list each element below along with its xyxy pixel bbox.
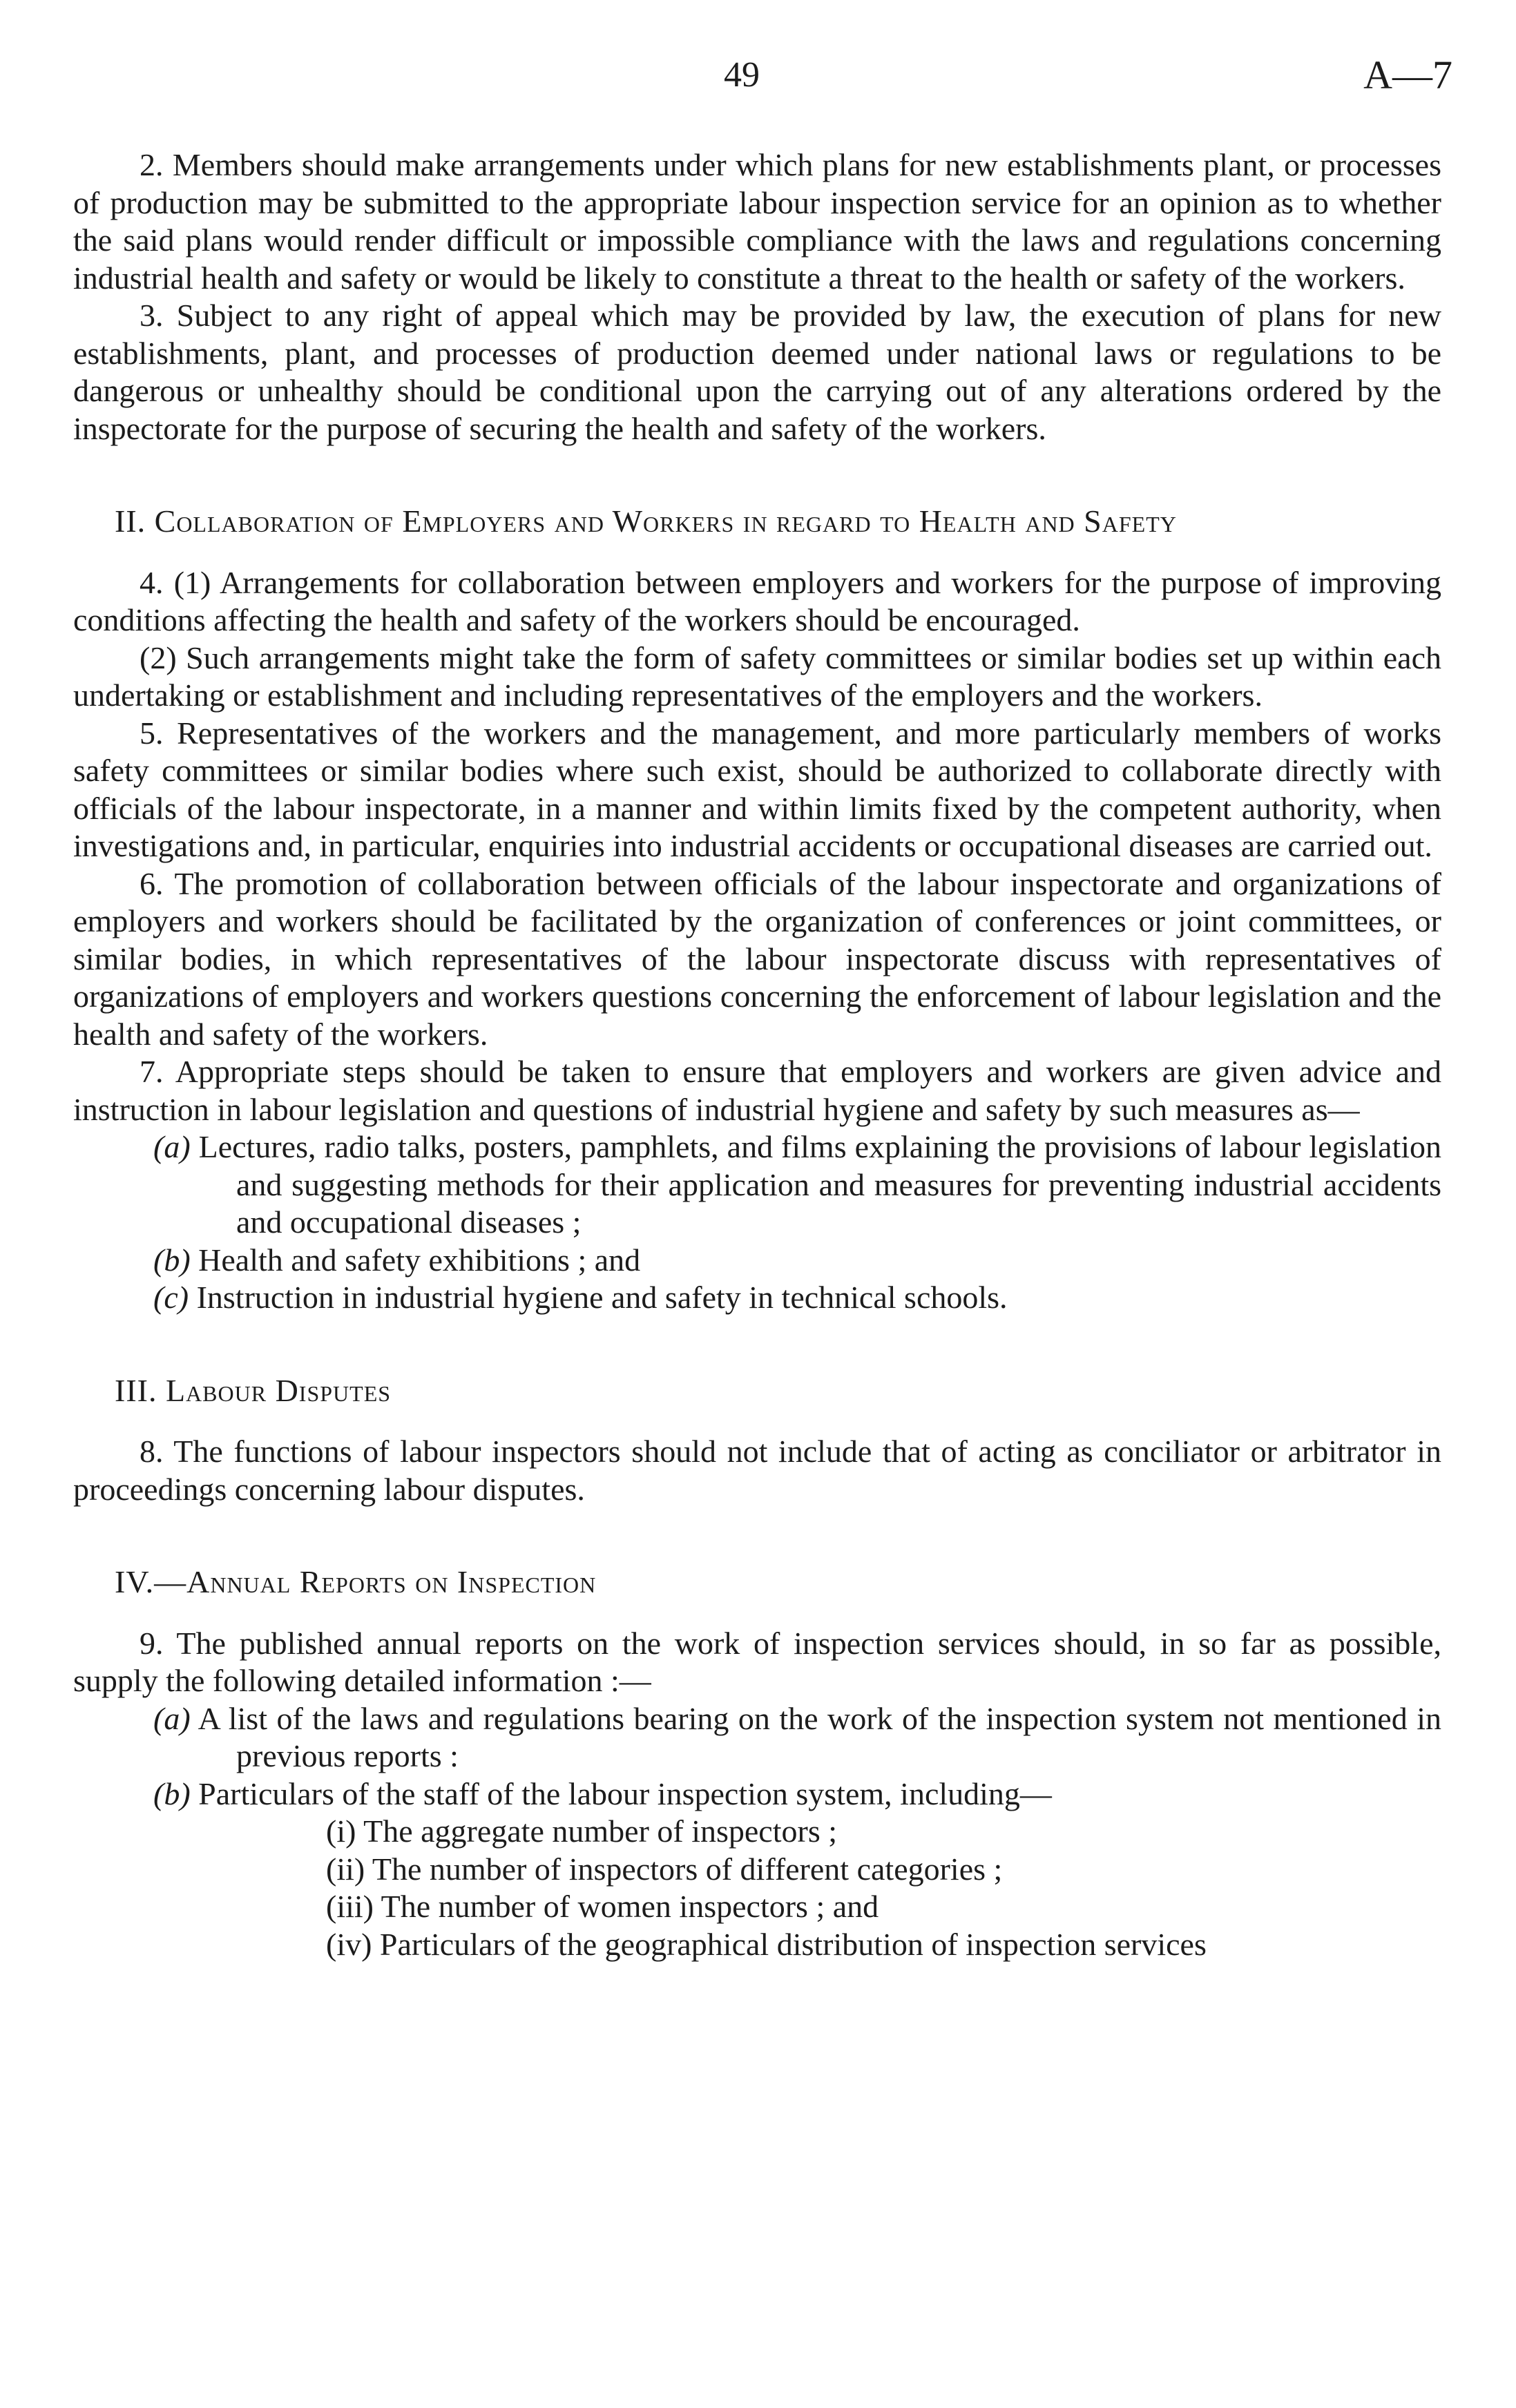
paragraph-9: 9. The published annual reports on the work of inspection services should, in so far as possible, supply the following detailed information :— [73, 1625, 1441, 1698]
paragraph-4-2: (2) Such arrangements might take the form of safety committees or similar bodies set up within each undertaking or establishment and including representatives of the employers and the workers. [73, 639, 1441, 713]
series-number: A—7 [1363, 52, 1452, 97]
list-item: (b) Particulars of the staff of the labour inspection system, including— [153, 1775, 1052, 1811]
paragraph-8: 8. The functions of labour inspectors should not include that of acting as conciliator or arbitrator in proceedings concerning labour disputes. [73, 1434, 1441, 1507]
sub-list-item: (i) The aggregate number of inspectors ; [326, 1813, 838, 1849]
list-item: (c) Instruction in industrial hygiene and safety in technical schools. [153, 1280, 1008, 1315]
sub-list-item: (ii) The number of inspectors of different categories ; [326, 1851, 1003, 1887]
paragraph-6: 6. The promotion of collaboration between officials of the labour inspectorate and organizations of employers and workers should be facilitated by the organization of conferences or joint committees, or similar bodies, in which representatives of the labour inspectorate discuss with representatives of organizations of employers and workers questions concerning the enforcement of labour legislation and the health and safety of the workers. [73, 865, 1441, 1052]
section-heading-4: IV.—Annual Reports on Inspection [115, 1564, 597, 1599]
list-item: (a) Lectures, radio talks, posters, pamphlets, and films explaining the provisions of labour legislation and suggesting methods for their application and measures for preventing industrial accidents and occupational diseases ; [153, 1129, 1442, 1240]
list-item: (a) A list of the laws and regulations bearing on the work of the inspection system not mentioned in previous reports : [153, 1700, 1441, 1773]
section-heading-2: II. Collaboration of Employers and Workers in regard to Health and Safety [115, 503, 1177, 539]
list-item: (b) Health and safety exhibitions ; and [153, 1242, 641, 1278]
sub-list-item: (iv) Particulars of the geographical distribution of inspection services [326, 1926, 1207, 1962]
paragraph-3: 3. Subject to any right of appeal which may be provided by law, the execution of plans for new establishments, plant, and processes of production deemed under national laws or regulations to be dangerous or unhealthy should be conditional upon the carrying out of any alterations ordered by the inspectorate for the purpose of securing the health and safety of the workers. [73, 298, 1441, 446]
body-text [73, 146, 1441, 1963]
paragraph-5: 5. Representatives of the workers and the management, and more particularly members of works safety committees or similar bodies where such exist, should be authorized to collaborate directly with officials of the labour inspectorate, in a manner and within limits fixed by the competent authority, when investigations and, in particular, enquiries into industrial accidents or occupational diseases are carried out. [73, 715, 1441, 863]
paragraph-4-1: 4. (1) Arrangements for collaboration between employers and workers for the purpose of improving conditions affecting the health and safety of the workers should be encouraged. [73, 564, 1441, 637]
paragraph-7: 7. Appropriate steps should be taken to ensure that employers and workers are given advice and instruction in labour legislation and questions of industrial hygiene and safety by such measures as— [73, 1054, 1441, 1127]
paragraph-2: 2. Members should make arrangements under which plans for new establishments plant, or processes of production may be submitted to the appropriate labour inspection service for an opinion as to whether the said plans would render difficult or impossible compliance with the laws and regulations concerning industrial health and safety or would be likely to constitute a threat to the health or safety of the workers. [73, 147, 1441, 296]
section-heading-3: III. Labour Disputes [115, 1372, 392, 1408]
page-number: 49 [724, 55, 760, 95]
page-header [0, 52, 1516, 105]
sub-list-item: (iii) The number of women inspectors ; and [326, 1889, 879, 1924]
